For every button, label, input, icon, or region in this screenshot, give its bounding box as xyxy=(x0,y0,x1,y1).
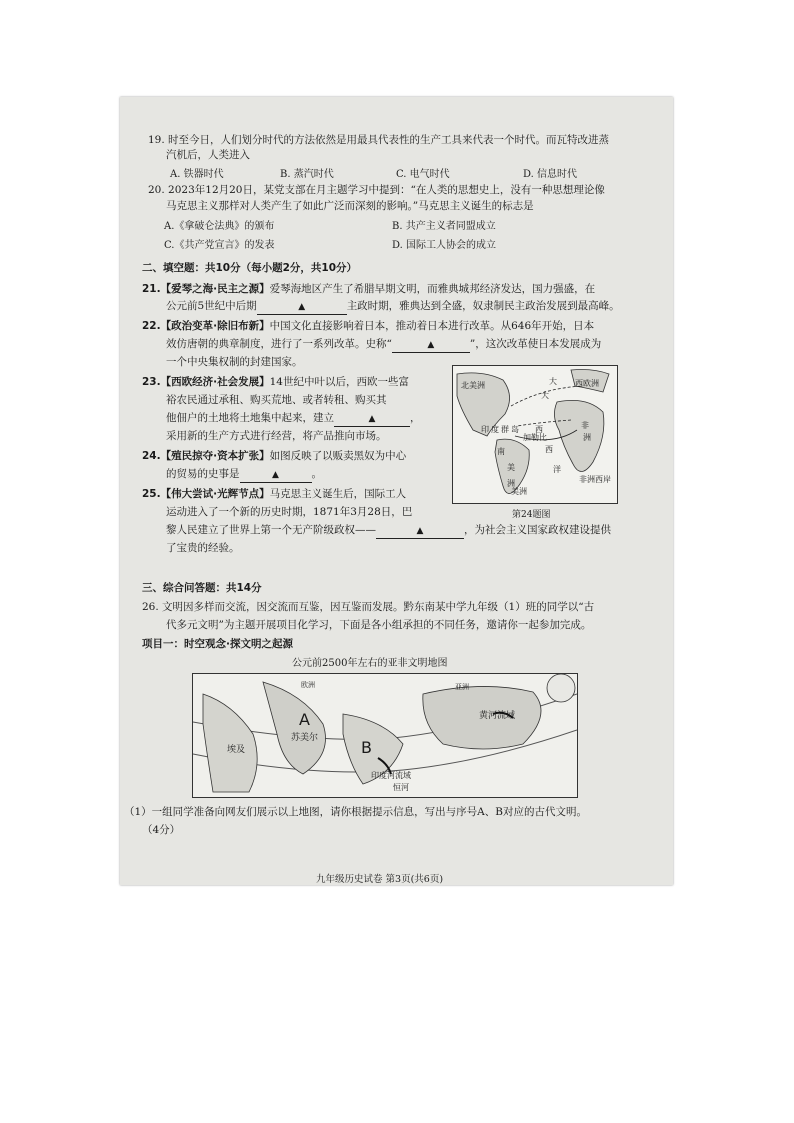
map24-label-nan: 南 xyxy=(497,447,505,456)
q20-option-d: D. 国际工人协会的成立 xyxy=(392,240,497,251)
q22-tag: 22.【政治变革·除旧布新】 xyxy=(142,320,270,332)
q21-line1 xyxy=(142,282,595,296)
q24-text2a: 的贸易的史事是 xyxy=(166,468,240,480)
q23-text1: 14世纪中叶以后，西欧一些富 xyxy=(269,376,409,388)
map24-label-xi: 西 xyxy=(535,425,543,434)
slave-trade-map xyxy=(452,365,618,504)
q23-text3b: ， xyxy=(410,412,421,424)
map24-north-america: 北美洲 xyxy=(461,381,485,390)
q25-line2: 运动进入了一个新的历史时期，1871年3月28日，巴 xyxy=(166,506,413,518)
q25-blank[interactable]: ▲ xyxy=(376,524,464,539)
map24-label-da: 大 xyxy=(549,377,557,386)
q21-line2 xyxy=(166,299,620,315)
q24-line2 xyxy=(166,467,322,483)
q21-text1: 爱琴海地区产生了希腊早期文明，而雅典城邦经济发达，国力强盛，在 xyxy=(269,283,596,295)
q19-option-d: D. 信息时代 xyxy=(523,169,578,180)
map24-label-fei: 非 xyxy=(581,421,589,430)
q23-line1 xyxy=(142,375,409,389)
q26-1-line1: （1）一组同学准备向网友们展示以上地图，请你根据提示信息，写出与序号A、B对应的古代文明。 xyxy=(124,806,587,818)
map24-west-europe: 西欧洲 xyxy=(575,379,599,388)
q20-line2: 马克思主义那样对人类产生了如此广泛而深刻的影响。”马克思主义诞生的标志是 xyxy=(166,200,534,212)
q21-tag: 21.【爱琴之海·民主之源】 xyxy=(142,283,270,295)
q22-text2b: ”，这次改革使日本发展成为 xyxy=(469,338,602,350)
q23-text3: 他佃户的土地将土地集中起来，建立 xyxy=(166,412,334,424)
map24-label-americas: 美洲 xyxy=(511,487,527,496)
map26-ganges: 恒河 xyxy=(393,783,409,792)
map26-egypt: 埃及 xyxy=(227,745,246,755)
q26-line1: 26. 文明因多样而交流，因交流而互鉴，因互鉴而发展。黔东南某中学九年级（1）班的同学以“古 xyxy=(142,601,595,613)
q24-tag: 24.【殖民掠夺·资本扩张】 xyxy=(142,450,270,462)
q25-line1 xyxy=(142,487,406,501)
map24-caption: 第24题图 xyxy=(512,510,551,520)
q22-text1: 中国文化直接影响着日本，推动着日本进行改革。从646年开始，日本 xyxy=(269,320,595,332)
q23-line2: 裕农民通过承租、购买荒地、或者转租、购买其 xyxy=(166,394,387,406)
map24-label-du: 度 xyxy=(491,425,499,434)
map24-label-yin: 印 xyxy=(481,425,489,434)
map24-label-mei: 美 xyxy=(507,463,515,472)
q19-line1: 19. 时至今日，人们划分时代的方法依然是用最具代表性的生产工具来代表一个时代。而瓦特改进蒸 xyxy=(148,134,610,146)
map24-label-xi2: 西 xyxy=(545,445,553,454)
q19-option-c: C. 电气时代 xyxy=(396,169,450,180)
q19-option-a: A. 铁器时代 xyxy=(170,169,224,180)
q22-line1 xyxy=(142,319,594,333)
q26-1-line2: （4分） xyxy=(142,824,181,836)
q22-line2 xyxy=(166,337,601,353)
map26-label-a: A xyxy=(299,710,310,729)
q19-line2: 汽机后，人类进入 xyxy=(166,149,250,161)
map26-label-b: B xyxy=(361,738,372,757)
q22-line3: 一个中央集权制的封建国家。 xyxy=(166,356,303,368)
map24-label-zhou: 洲 xyxy=(583,433,591,442)
q23-line3 xyxy=(166,411,421,427)
q23-blank[interactable]: ▲ xyxy=(334,412,410,427)
q25-text3b: ，为社会主义国家政权建设提供 xyxy=(464,524,611,536)
q24-text1: 如图反映了以贩卖黑奴为中心 xyxy=(269,450,407,462)
q20-line1: 20. 2023年12月20日，某党支部在月主题学习中提到：“在人类的思想史上，没有一种思想理论像 xyxy=(148,184,605,196)
q21-blank[interactable]: ▲ xyxy=(257,300,347,315)
map24-label-zhou2: 洲 xyxy=(507,479,515,488)
map24-label-dao: 岛 xyxy=(511,425,519,434)
map26-europe: 欧洲 xyxy=(301,681,315,689)
page-footer: 九年级历史试卷 第3页(共6页) xyxy=(316,874,444,885)
map24-label-caribbean: 加勒比 xyxy=(523,433,547,442)
map26-asia: 亚洲 xyxy=(455,683,469,691)
section3-title: 三、综合问答题：共14分 xyxy=(142,582,262,594)
q24-line1 xyxy=(142,449,406,463)
q26-line2: 代多元文明”为主题开展项目化学习，下面是各小组承担的不同任务，邀请你一起参加完成。 xyxy=(166,619,592,631)
map26-yellow-river: 黄河流域 xyxy=(479,711,516,721)
q21-text2a: 公元前5世纪中后期 xyxy=(166,300,257,312)
q24-blank[interactable]: ▲ xyxy=(240,468,312,483)
q25-line3 xyxy=(166,523,611,539)
q20-option-b: B. 共产主义者同盟成立 xyxy=(392,221,496,232)
q20-option-c: C.《共产党宣言》的发表 xyxy=(164,240,275,251)
q20-option-a: A.《拿破仑法典》的颁布 xyxy=(164,221,275,232)
q25-line4: 了宝贵的经验。 xyxy=(166,542,240,554)
asia-africa-civilization-map xyxy=(192,673,578,798)
q25-text3a: 黎人民建立了世界上第一个无产阶级政权—— xyxy=(166,524,376,536)
section2-title: 二、填空题：共10分（每小题2分，共10分） xyxy=(142,262,358,274)
exam-page xyxy=(120,97,673,885)
q24-text2b: 。 xyxy=(311,468,322,480)
map24-label-da2: 大 xyxy=(541,391,549,400)
q22-text2a: 效仿唐朝的典章制度，进行了一系列改革。史称“ xyxy=(166,338,392,350)
map24-label-west-africa: 非洲西岸 xyxy=(579,475,611,484)
map24-label-qun: 群 xyxy=(501,425,509,434)
q22-blank[interactable]: ▲ xyxy=(392,338,470,353)
map26-title: 公元前2500年左右的亚非文明地图 xyxy=(292,658,448,669)
map26-sumer: 苏美尔 xyxy=(291,733,319,743)
q23-tag: 23.【西欧经济·社会发展】 xyxy=(142,376,270,388)
map26-indus: 印度河流域 xyxy=(371,771,411,780)
q23-line4: 采用新的生产方式进行经营，将产品推向市场。 xyxy=(166,430,387,442)
q25-tag: 25.【伟大尝试·光辉节点】 xyxy=(142,488,270,500)
map24-label-yang: 洋 xyxy=(553,465,561,474)
q19-option-b: B. 蒸汽时代 xyxy=(280,169,334,180)
q25-text1: 马克思主义诞生后，国际工人 xyxy=(269,488,407,500)
project1-title: 项目一：时空观念·探文明之起源 xyxy=(142,638,293,650)
q21-text2b: 主政时期，雅典达到全盛，奴隶制民主政治发展到最高峰。 xyxy=(346,300,620,312)
